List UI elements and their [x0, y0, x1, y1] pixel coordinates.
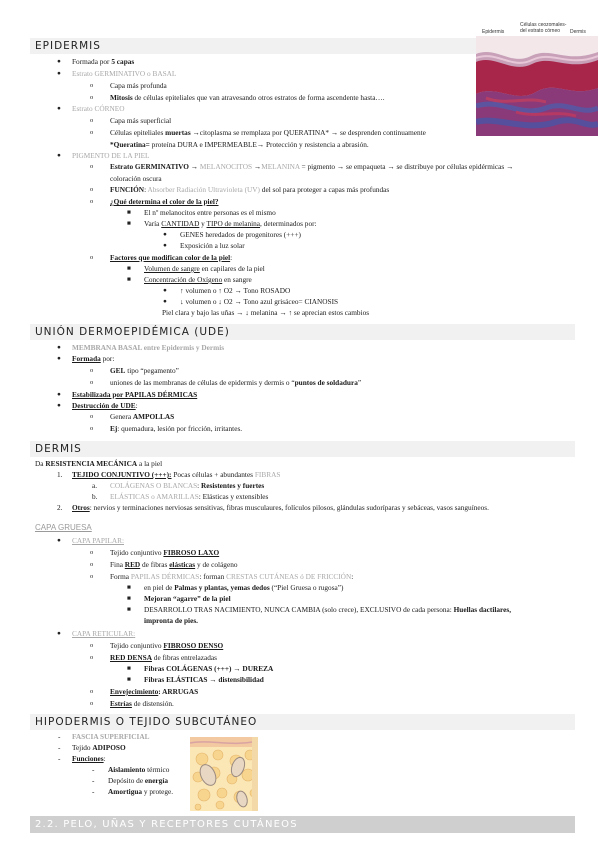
section-header-dermis: DERMIS [30, 441, 575, 457]
bullet-o: o [90, 642, 94, 649]
text-line: Concentración de Oxígeno en sangre [144, 275, 252, 284]
text-line: MEMBRANA BASAL entre Epidermis y Dermis [72, 343, 225, 352]
text-line: Ej: quemadura, lesión por fricción, irritantes. [110, 424, 243, 433]
text-line: COLÁGENAS O BLANCAS: Resistentes y fuertes [110, 481, 265, 490]
text-line: Forma PAPILAS DÉRMICAS: forman CRESTAS CUTÁNEAS ó DE FRICCIÓN: [110, 572, 354, 581]
text-line: Tejido ADIPOSO [72, 743, 126, 752]
bullet-o: o [90, 549, 94, 556]
bullet-o: o [90, 117, 94, 124]
text-line: Estabilizada por PAPILAS DÉRMICAS [72, 390, 198, 399]
footer-section-bar: 2.2. PELO, UÑAS Y RECEPTORES CUTÁNEOS [30, 816, 575, 833]
text-line: GEL tipo “pegamento” [110, 366, 179, 375]
list-number: 2. [57, 503, 63, 512]
bullet: ● [57, 355, 61, 362]
bullet-square: ■ [127, 584, 131, 591]
text-line: Tejido conjuntivo FIBROSO DENSO [110, 641, 224, 650]
text-line: impronta de pies. [144, 616, 198, 625]
text-line: Otros: nervios y terminaciones nerviosas sensitivas, fibras musculaures, folículos pilosos, glándulas sudoríparas y sebáceas, vasos sanguíneos. [72, 503, 489, 512]
text-line: CAPA PAPILAR: [72, 536, 124, 545]
bullet-o: o [90, 573, 94, 580]
bullet-square: ■ [127, 665, 131, 672]
text-line: uniones de las membranas de células de epidermis y dermis o “puntos de soldadura” [110, 378, 362, 387]
text-line: Fibras COLÁGENAS (+++) → DUREZA [144, 664, 274, 673]
bullet-square: ■ [127, 276, 131, 283]
text-line: GENES heredados de progenitores (+++) [180, 230, 301, 239]
bullet-o: o [90, 198, 94, 205]
text-line: Amortigua y protege. [108, 787, 174, 796]
subheading-capa-gruesa: CAPA GRUESA [35, 523, 92, 532]
bullet: ● [57, 58, 61, 65]
section-header-hipodermis: HIPODERMIS O TEJIDO SUBCUTÁNEO [30, 714, 575, 730]
text-line: Capa más superficial [110, 116, 172, 125]
text-line: Fibras ELÁSTICAS → distensibilidad [144, 675, 264, 684]
bullet-o: o [90, 561, 94, 568]
text-line: El nº melanocitos entre personas es el mismo [144, 208, 276, 217]
bullet-o: o [90, 186, 94, 193]
bullet: ● [163, 298, 167, 305]
text-line: Tejido conjuntivo FIBROSO LAXO [110, 548, 220, 557]
text-line: en piel de Palmas y plantas, yemas dedos (“Piel Gruesa o rugosa”) [144, 583, 344, 592]
text-line: FUNCIÓN: Absorber Radiación Ultravioleta (UV) del sol para proteger a capas más profundas [110, 185, 390, 194]
text-line: Estrato GERMINATIVO o BASAL [72, 69, 177, 78]
bullet-square: ■ [127, 209, 131, 216]
text-line: Aislamiento térmico [108, 765, 170, 774]
bullet: ● [163, 287, 167, 294]
bullet: ● [57, 537, 61, 544]
image-label-0: Epidermis [482, 29, 505, 35]
text-line: Células epiteliales muertas →citoplasma se rremplaza por QUERATINA* → se desprenden continuamente [110, 128, 426, 137]
text-line: ↑ volumen o ↑ O2 → Tono ROSADO [180, 286, 291, 295]
text-line: Formada por 5 capas [72, 57, 135, 66]
dash-marker: - [92, 776, 95, 785]
bullet-o: o [90, 688, 94, 695]
dash-marker: - [58, 732, 61, 741]
bullet: ● [57, 344, 61, 351]
skin-histology-image [476, 36, 598, 136]
dash-marker: - [92, 765, 95, 774]
text-line: Destrucción de UDE: [72, 401, 138, 410]
bullet: ● [57, 105, 61, 112]
image-label-1: Células ceozomales- [520, 22, 567, 28]
section-header-epidermis: EPIDERMIS [30, 38, 575, 54]
bullet-square: ■ [127, 606, 131, 613]
text-line: Mejoran “agarre” de la piel [144, 594, 231, 603]
text-line: Piel clara y bajo las uñas → ↓ melanina → ↑ se aprecian estos cambios [162, 308, 370, 317]
text-line: Fina RED de fibras elásticas y de colágeno [110, 560, 238, 569]
bullet-o: o [90, 654, 94, 661]
image-label-2: del estrato córneo [520, 28, 561, 34]
text-line: Capa más profunda [110, 81, 167, 90]
bullet-o: o [90, 379, 94, 386]
text-line: *Queratina= proteína DURA e IMPERMEABLE→ Protección y resistencia a abrasión. [110, 140, 369, 149]
adipose-tissue-image [190, 737, 258, 811]
bullet-o: o [90, 700, 94, 707]
bullet-square: ■ [127, 265, 131, 272]
text-line: DESARROLLO TRAS NACIMIENTO, NUNCA CAMBIA (solo crece), EXCLUSIVO de cada persona: Huellas dactilares, [144, 605, 512, 614]
dash-marker: - [58, 754, 61, 763]
bullet: ● [57, 630, 61, 637]
text-line: Estrías de distensión. [110, 699, 174, 708]
text-line: CAPA RETICULAR: [72, 629, 136, 638]
bullet-o: o [90, 425, 94, 432]
text-line: ELÁSTICAS o AMARILLAS: Elásticas y extensibles [110, 492, 269, 501]
text-line: coloración oscura [110, 174, 162, 183]
text-line: ¿Qué determina el color de la piel? [110, 197, 219, 206]
text-line: Varía CANTIDAD y TIPO de melanina, determinados por: [144, 219, 317, 228]
text-line: ↓ volumen o ↓ O2 → Tono azul grisáceo= CIANOSIS [180, 297, 339, 306]
bullet-o: o [90, 413, 94, 420]
list-letter: a. [92, 481, 98, 490]
bullet: ● [57, 152, 61, 159]
dash-marker: - [92, 787, 95, 796]
bullet-o: o [90, 94, 94, 101]
text-line: Envejecimiento: ARRUGAS [110, 687, 199, 696]
dash-marker: - [58, 743, 61, 752]
text-line: Exposición a luz solar [180, 241, 245, 250]
text-line: RED DENSA de fibras entrelazadas [110, 653, 217, 662]
bullet: ● [57, 70, 61, 77]
text-line: Funciones: [72, 754, 106, 763]
text-line: TEJIDO CONJUNTIVO (+++): Pocas células + abundantes FIBRAS [72, 470, 281, 479]
bullet: ● [163, 242, 167, 249]
bullet-o: o [90, 82, 94, 89]
text-line: Mitosis de células epiteliales que van atravesando otros estratos de forma ascendente hasta…. [110, 93, 385, 102]
text-line: PIGMENTO DE LA PIEL [72, 151, 150, 160]
bullet-o: o [90, 129, 94, 136]
list-letter: b. [92, 492, 98, 501]
text-line: Formada por: [72, 354, 115, 363]
section-header-ude: UNIÓN DERMOEPIDÉMICA (UDE) [30, 324, 575, 340]
bullet-square: ■ [127, 676, 131, 683]
bullet: ● [57, 391, 61, 398]
text-line: FASCIA SUPERFICIAL [72, 732, 150, 741]
bullet-o: o [90, 163, 94, 170]
bullet-o: o [90, 367, 94, 374]
text-line: Depósito de energía [108, 776, 168, 785]
list-number: 1. [57, 470, 63, 479]
bullet-o: o [90, 254, 94, 261]
text-line: Genera AMPOLLAS [110, 412, 175, 421]
text-line: Factores que modifican color de la piel: [110, 253, 233, 262]
text-line: Estrato GERMINATIVO → MELANOCITOS →MELANINA = pigmento → se empaqueta → se distribuye por células epidérmicas → [110, 162, 514, 171]
bullet: ● [57, 402, 61, 409]
text-line: Volumen de sangre en capilares de la piel [144, 264, 265, 273]
bullet-square: ■ [127, 220, 131, 227]
bullet: ● [163, 231, 167, 238]
text-line: Da RESISTENCIA MECÁNICA a la piel [35, 459, 163, 468]
text-line: Estrato CÓRNEO [72, 104, 125, 113]
bullet-square: ■ [127, 595, 131, 602]
image-label-3: Dermis [570, 29, 586, 35]
